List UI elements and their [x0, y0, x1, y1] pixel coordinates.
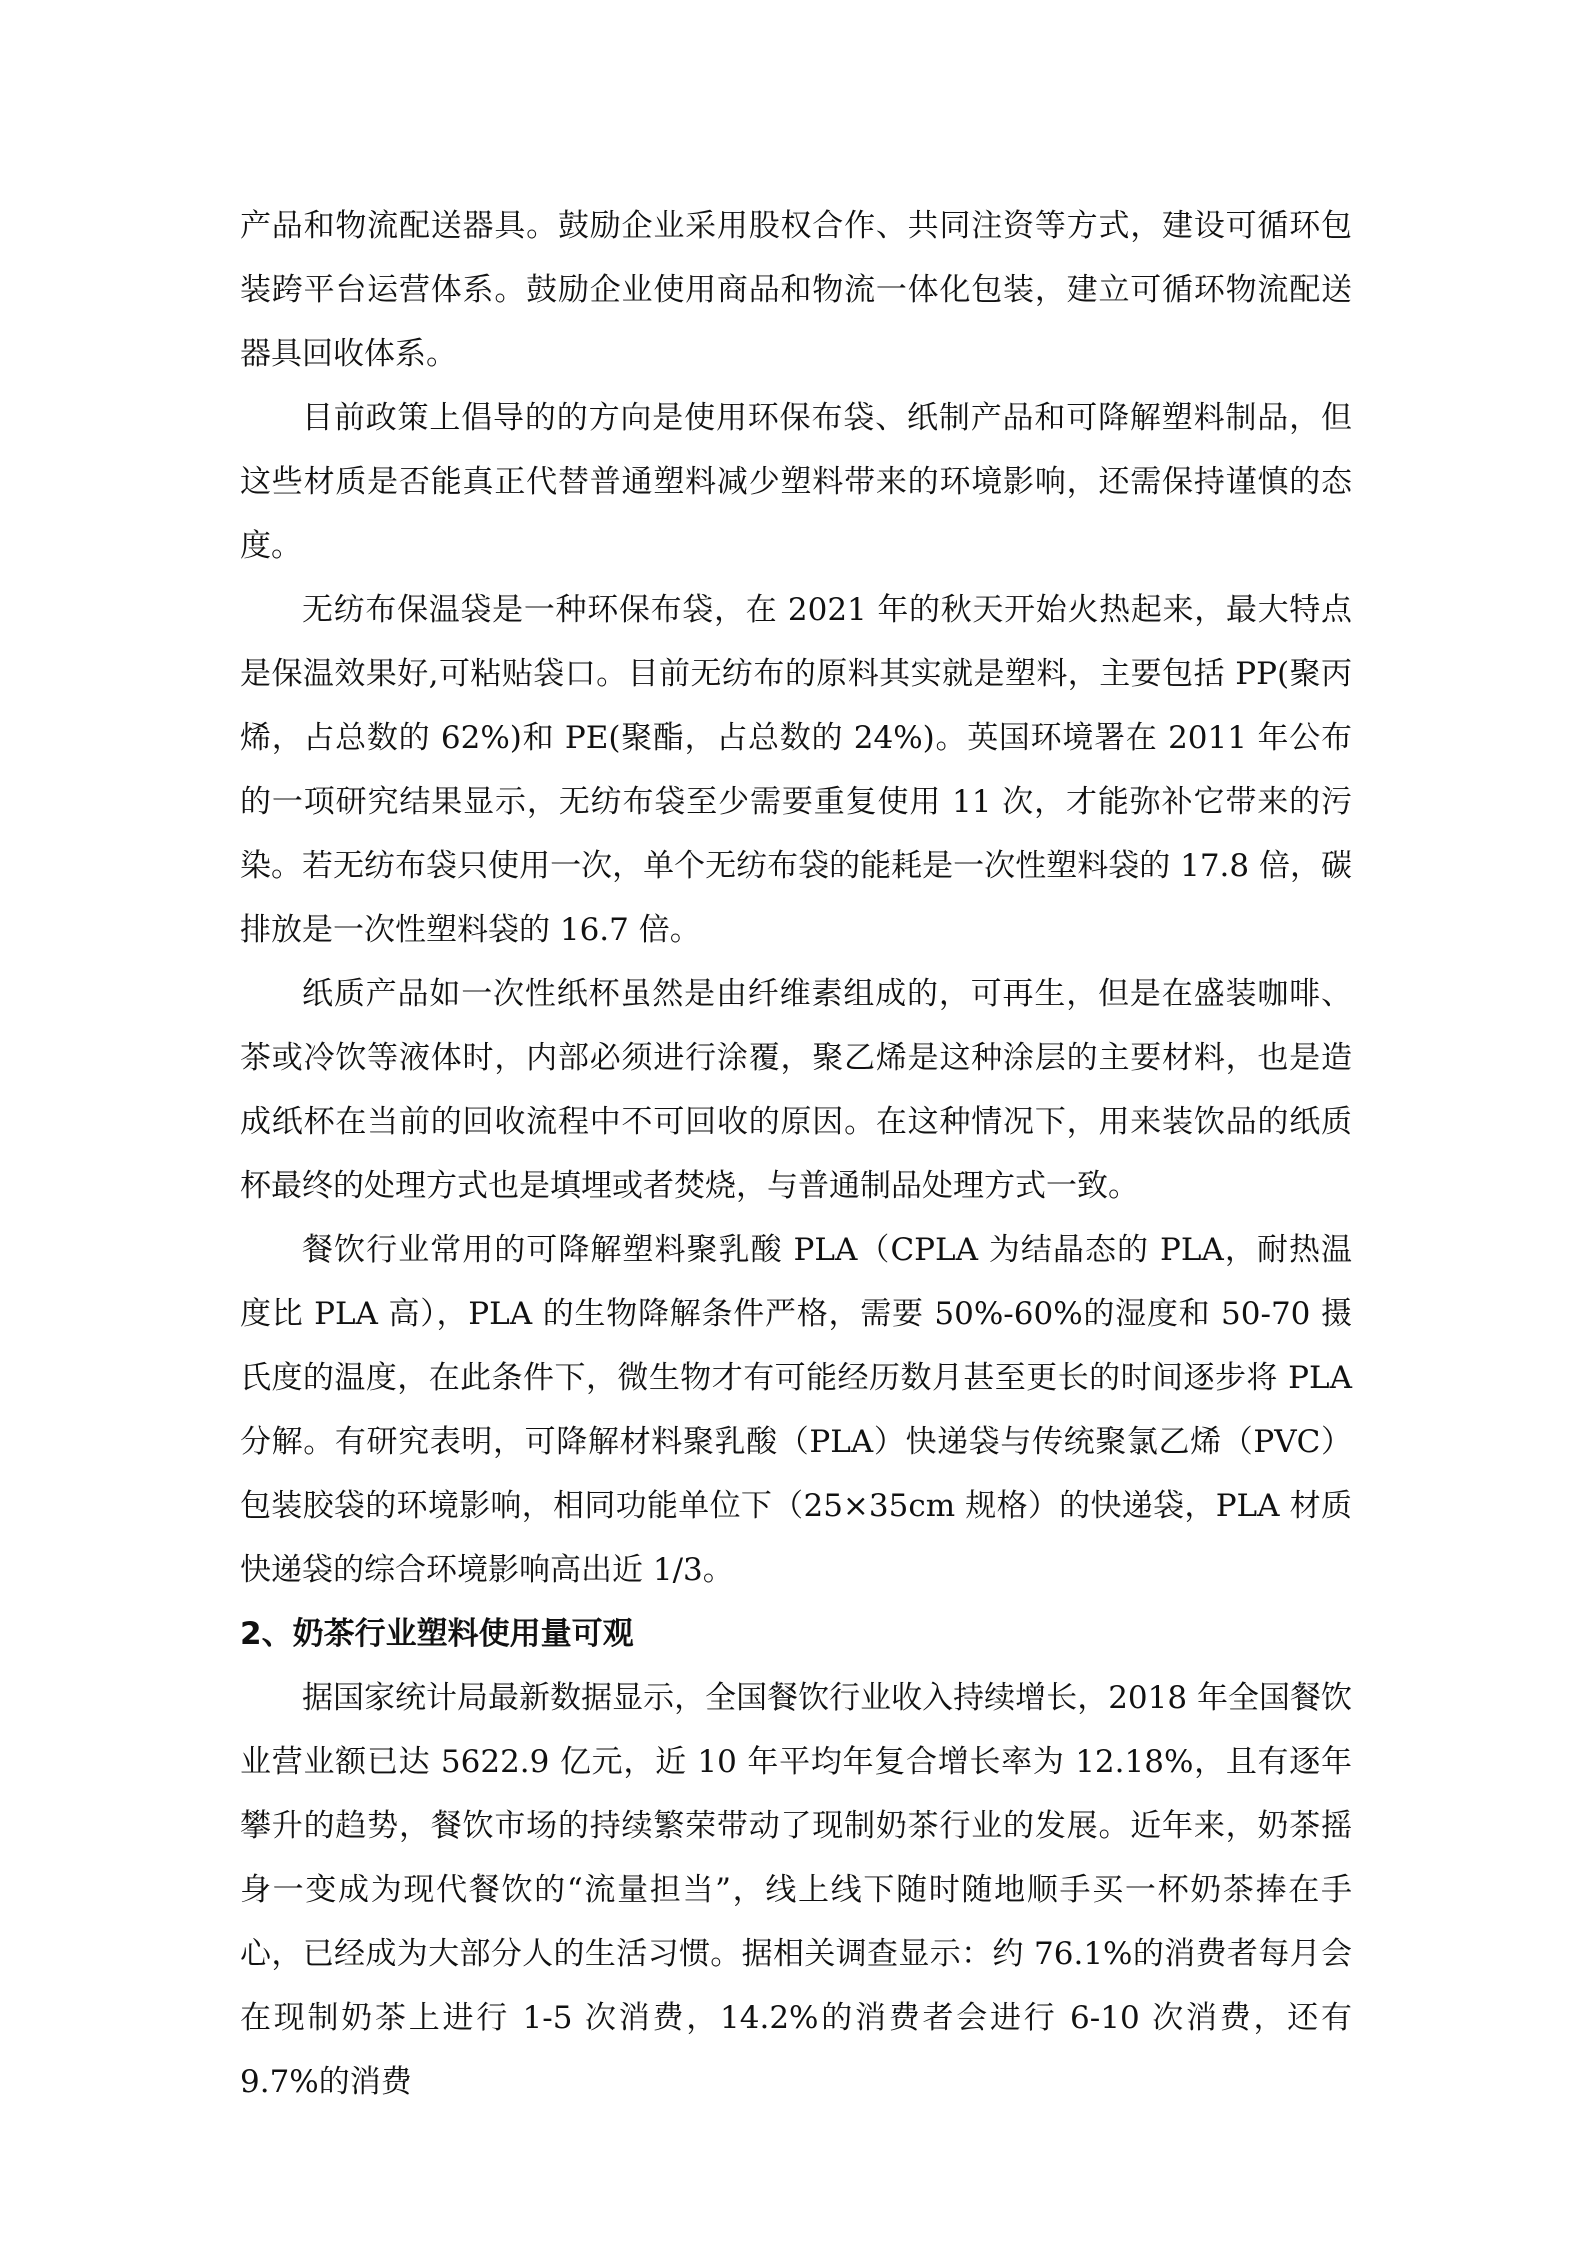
document-body — [240, 194, 1352, 2114]
paragraph-continuation: 产品和物流配送器具。鼓励企业采用股权合作、共同注资等方式，建设可循环包装跨平台运营体系。鼓励企业使用商品和物流一体化包装，建立可循环物流配送器具回收体系。 — [240, 208, 1352, 372]
paragraph-policy-direction: 目前政策上倡导的的方向是使用环保布袋、纸制产品和可降解塑料制品，但这些材质是否能真正代替普通塑料减少塑料带来的环境影响，还需保持谨慎的态度。 — [240, 400, 1352, 564]
paragraph-pla-plastic: 餐饮行业常用的可降解塑料聚乳酸 PLA（CPLA 为结晶态的 PLA，耐热温度比 PLA 高），PLA 的生物降解条件严格，需要 50%-60%的湿度和 50-70 摄氏度的温度，在此条件下，微生物才有可能经历数月甚至更长的时间逐步将 PLA 分解。有研究表明，可降解材料聚乳酸（PLA）快递袋与传统聚氯乙烯（PVC）包装胶袋的环境影响，相同功能单位下（25×35cm 规格）的快递袋，PLA 材质快递袋的综合环境影响高出近 1/3。 — [240, 1232, 1352, 1588]
section-heading: 2、奶茶行业塑料使用量可观 — [240, 1616, 634, 1652]
paragraph-paper-cup: 纸质产品如一次性纸杯虽然是由纤维素组成的，可再生，但是在盛装咖啡、茶或冷饮等液体时，内部必须进行涂覆，聚乙烯是这种涂层的主要材料，也是造成纸杯在当前的回收流程中不可回收的原因。在这种情况下，用来装饮品的纸质杯最终的处理方式也是填埋或者焚烧，与普通制品处理方式一致。 — [240, 976, 1352, 1204]
paragraph-milk-tea-industry: 据国家统计局最新数据显示，全国餐饮行业收入持续增长，2018 年全国餐饮业营业额已达 5622.9 亿元，近 10 年平均年复合增长率为 12.18%，且有逐年攀升的趋势，餐饮市场的持续繁荣带动了现制奶茶行业的发展。近年来，奶茶摇身一变成为现代餐饮的“流量担当”，线上线下随时随地顺手买一杯奶茶捧在手心，已经成为大部分人的生活习惯。据相关调查显示：约 76.1%的消费者每月会在现制奶茶上进行 1-5 次消费，14.2%的消费者会进行 6-10 次消费，还有 9.7%的消费 — [240, 1680, 1352, 2100]
paragraph-nonwoven-bag: 无纺布保温袋是一种环保布袋，在 2021 年的秋天开始火热起来，最大特点是保温效果好,可粘贴袋口。目前无纺布的原料其实就是塑料，主要包括 PP(聚丙烯，占总数的 62%)和 PE(聚酯，占总数的 24%)。英国环境署在 2011 年公布的一项研究结果显示，无纺布袋至少需要重复使用 11 次，才能弥补它带来的污染。若无纺布袋只使用一次，单个无纺布袋的能耗是一次性塑料袋的 17.8 倍，碳排放是一次性塑料袋的 16.7 倍。 — [240, 592, 1352, 948]
